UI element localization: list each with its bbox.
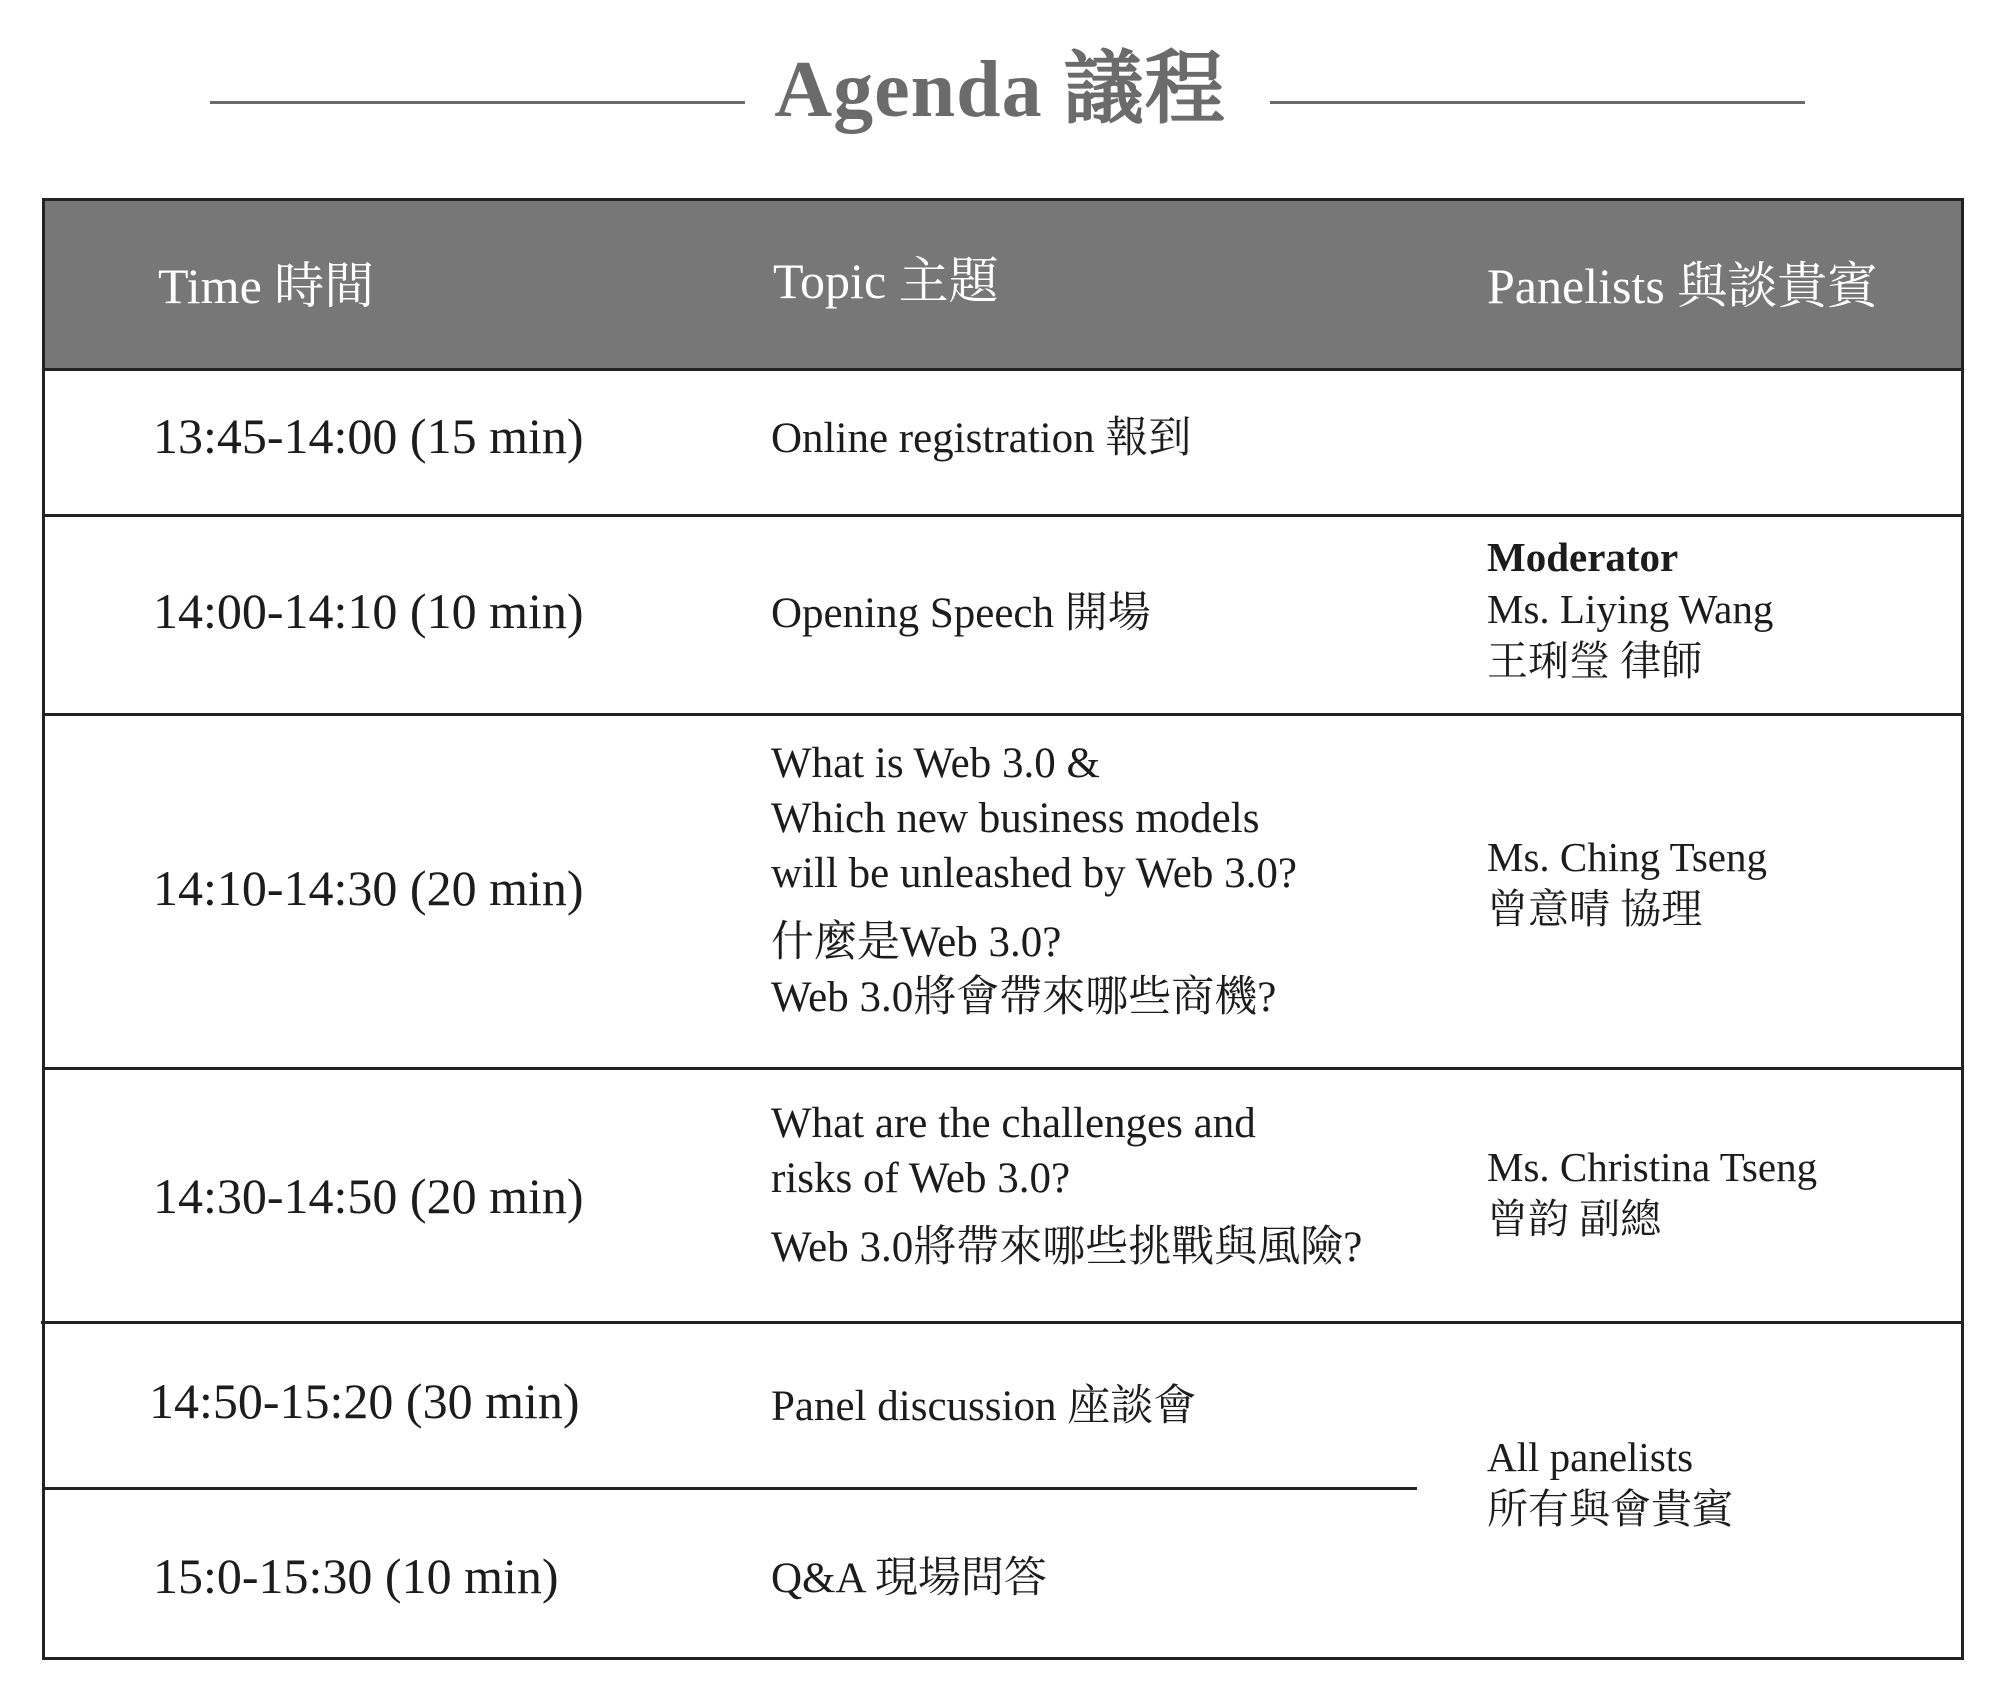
panelist-name: Ms. Ching Tseng <box>1487 834 1767 880</box>
topic-line: What is Web 3.0 & <box>771 740 1100 787</box>
panelist-name-zh: 曾意晴 協理 <box>1487 886 1703 932</box>
row-divider <box>41 1321 1963 1324</box>
topic-line: risks of Web 3.0? <box>771 1155 1071 1202</box>
row-5-time: 14:50-15:20 (30 min) <box>149 1373 580 1429</box>
title-area <box>0 40 2000 150</box>
row-divider <box>45 514 1961 517</box>
row-3-topic <box>771 736 1297 1025</box>
panelist-name-zh: 王琍瑩 律師 <box>1487 638 1703 684</box>
row-6-topic: Q&A 現場問答 <box>771 1555 1047 1602</box>
row-4-panelists <box>1487 1141 1817 1245</box>
header-panelists: Panelists 與談貴賓 <box>1487 258 1878 314</box>
page-title: Agenda 議程 <box>774 46 1226 134</box>
row-6-time: 15:0-15:30 (10 min) <box>153 1548 559 1604</box>
row-2-time: 14:00-14:10 (10 min) <box>153 583 584 639</box>
panelist-name-zh: 所有與會貴賓 <box>1487 1486 1733 1532</box>
row-1-topic: Online registration 報到 <box>771 415 1192 462</box>
row-4-time: 14:30-14:50 (20 min) <box>153 1168 584 1224</box>
row-2-topic: Opening Speech 開場 <box>771 590 1151 637</box>
title-divider-right <box>1270 101 1805 104</box>
title-divider-left <box>210 101 745 104</box>
panelist-name: All panelists <box>1487 1434 1694 1480</box>
topic-line: Which new business models <box>771 795 1260 842</box>
row-2-panelists <box>1487 531 1773 687</box>
header-topic: Topic 主題 <box>773 253 999 309</box>
row-divider <box>45 1067 1961 1070</box>
topic-line-zh: 什麼是Web 3.0? <box>771 919 1062 966</box>
panelist-name: Ms. Christina Tseng <box>1487 1144 1818 1190</box>
row-divider <box>45 1487 1417 1490</box>
topic-line-zh: Web 3.0將會帶來哪些商機? <box>771 974 1277 1021</box>
row-4-topic <box>771 1096 1362 1275</box>
header-time: Time 時間 <box>158 258 375 314</box>
panelist-name: Ms. Liying Wang <box>1487 586 1774 632</box>
panelist-name-zh: 曾韵 副總 <box>1487 1196 1662 1242</box>
row-5-topic: Panel discussion 座談會 <box>771 1383 1197 1430</box>
topic-line-zh: Web 3.0將帶來哪些挑戰與風險? <box>771 1224 1363 1271</box>
shared-panelists <box>1487 1431 1733 1535</box>
row-3-time: 14:10-14:30 (20 min) <box>153 860 584 916</box>
topic-line: What are the challenges and <box>771 1100 1256 1147</box>
row-1-time: 13:45-14:00 (15 min) <box>153 408 584 464</box>
row-3-panelists <box>1487 831 1767 935</box>
row-divider <box>45 713 1961 716</box>
table-header <box>45 201 1961 371</box>
agenda-table <box>42 198 1964 1660</box>
moderator-label: Moderator <box>1487 534 1679 580</box>
topic-line: will be unleashed by Web 3.0? <box>771 850 1297 897</box>
